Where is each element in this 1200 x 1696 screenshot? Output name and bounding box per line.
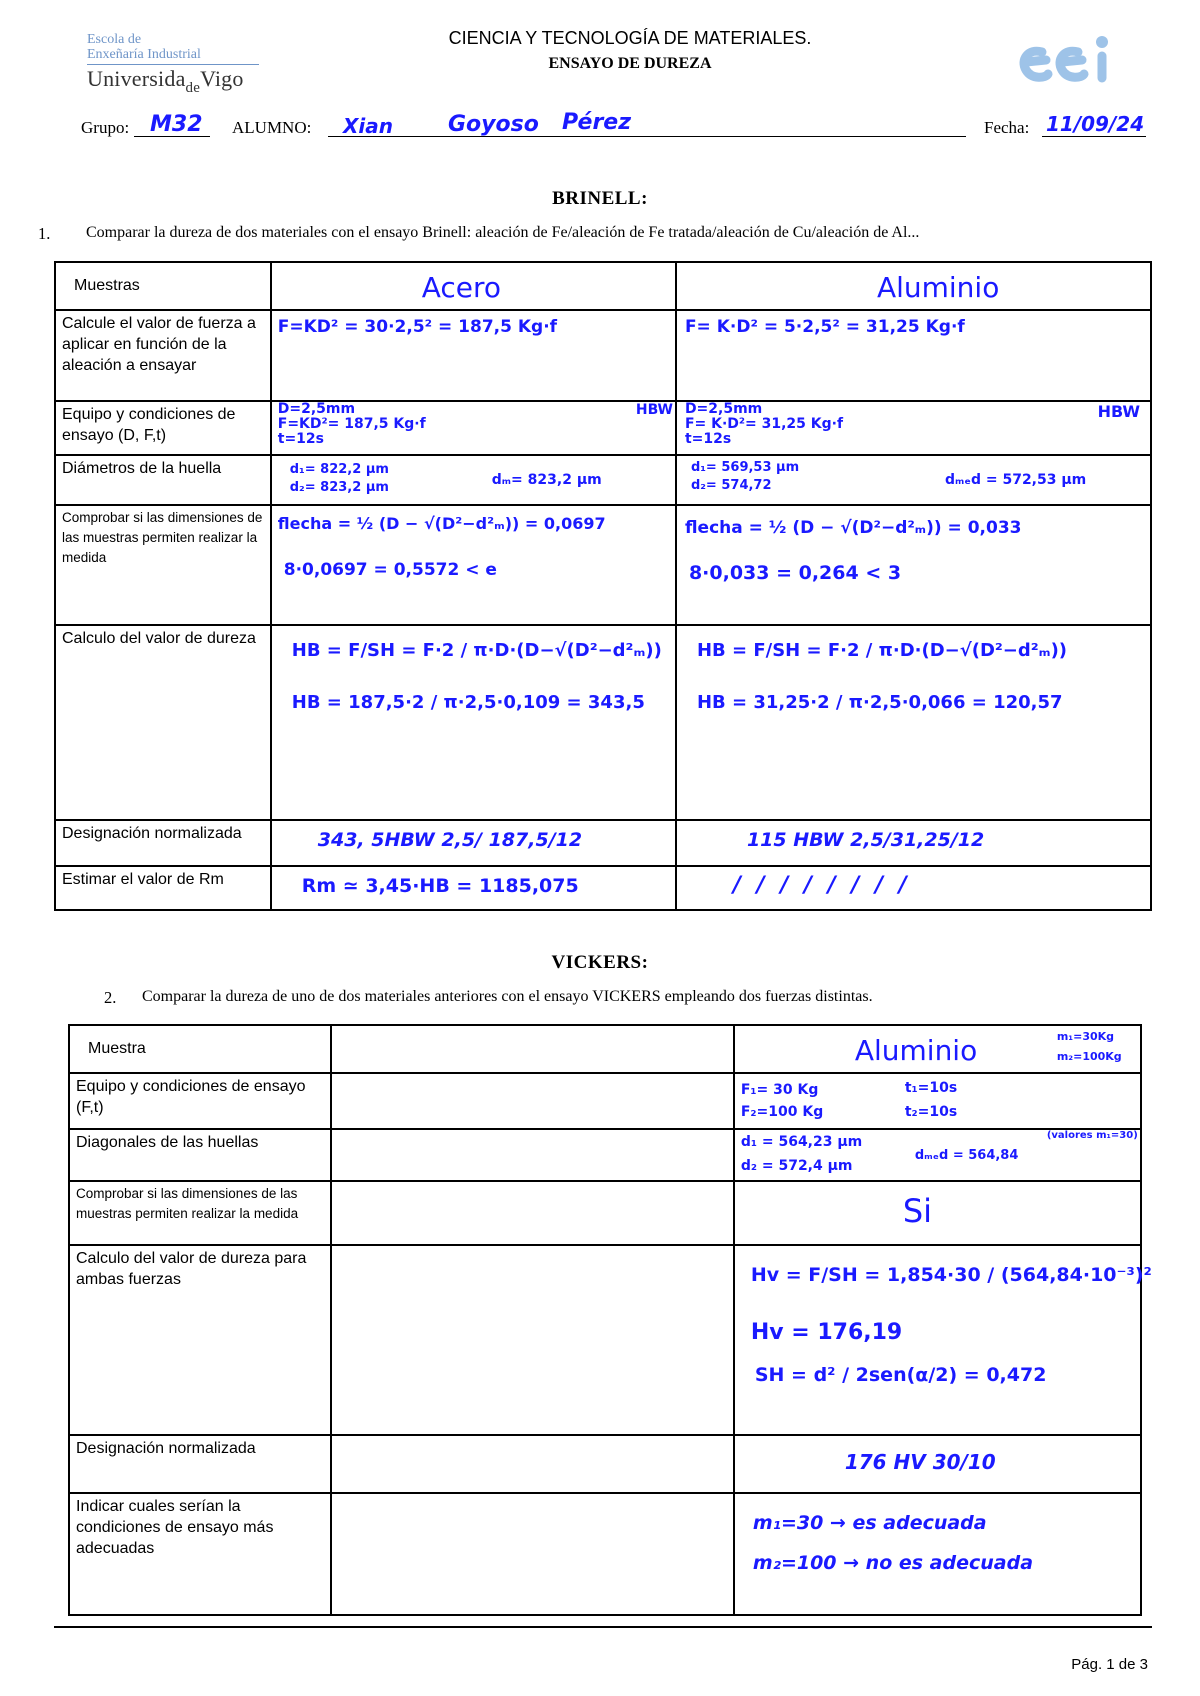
vickers-question: Comparar la dureza de uno de dos materiales anteriores con el ensayo VICKERS empleando dos fuerzas distintas. xyxy=(142,988,873,1005)
table-row xyxy=(55,505,1151,625)
acero-fuerza: F=KD² = 30·2,5² = 187,5 Kg·f xyxy=(277,317,558,337)
acero-flecha: flecha = ½ (D − √(D²−d²ₘ)) = 0,0697 xyxy=(277,514,606,533)
vickers-label-calculo: Calculo del valor de dureza para ambas fuerzas xyxy=(69,1245,331,1435)
acero-comprobar-cell[interactable] xyxy=(271,505,676,625)
vickers-empty-diagonales[interactable] xyxy=(331,1129,734,1181)
fecha-line xyxy=(1042,136,1146,137)
vickers-comprobar-value: Si xyxy=(902,1192,933,1230)
vickers-t1: t₁=10s xyxy=(904,1080,958,1096)
table-row xyxy=(69,1493,1141,1615)
brinell-question-number: 1. xyxy=(38,224,51,243)
logo-school-line1: Escola de xyxy=(87,32,142,47)
page-bottom-rule xyxy=(54,1626,1152,1628)
acero-eq-d: D=2,5mm xyxy=(277,401,356,417)
vickers-aluminio-header[interactable] xyxy=(734,1025,1141,1073)
table-row xyxy=(55,262,1151,310)
acero-equipo-cell[interactable] xyxy=(271,401,676,455)
vickers-t2: t₂=10s xyxy=(904,1104,958,1120)
vickers-dmed: dₘₑd = 564,84 xyxy=(914,1148,1019,1163)
grupo-value[interactable]: M32 xyxy=(150,112,203,137)
alumno-line xyxy=(328,136,966,137)
aluminio-equipo-cell[interactable] xyxy=(676,401,1151,455)
alumno-label: ALUMNO: xyxy=(232,118,312,137)
acero-hb-result: HB = 187,5·2 / π·2,5·0,109 = 343,5 xyxy=(291,692,645,713)
acero-hb-formula: HB = F/SH = F·2 / π·D·(D−√(D²−d²ₘ)) xyxy=(291,640,662,661)
aluminio-rm: / / / / / / / / xyxy=(732,873,911,898)
brinell-label-diametros: Diámetros de la huella xyxy=(55,455,271,505)
vickers-empty-equipo[interactable] xyxy=(331,1073,734,1129)
vickers-empty-comprobar[interactable] xyxy=(331,1181,734,1245)
aluminio-designacion-cell[interactable] xyxy=(676,820,1151,866)
aluminio-flecha: flecha = ½ (D − √(D²−d²ₘ)) = 0,033 xyxy=(684,518,1022,538)
vickers-f2: F₂=100 Kg xyxy=(740,1104,824,1120)
vickers-m1: m₁=30Kg xyxy=(1056,1030,1115,1043)
alumno-first-name[interactable]: Xian xyxy=(343,114,394,138)
vickers-label-diagonales: Diagonales de las huellas xyxy=(69,1129,331,1181)
brinell-label-comprobar: Comprobar si las dimensiones de las muestras permiten realizar la medida xyxy=(55,505,271,625)
table-row xyxy=(69,1435,1141,1493)
acero-designacion: 343, 5HBW 2,5/ 187,5/12 xyxy=(317,829,583,851)
acero-name: Acero xyxy=(421,271,502,304)
table-row xyxy=(69,1181,1141,1245)
vickers-hv-formula: Hv = F/SH = 1,854·30 / (564,84·10⁻³)² xyxy=(750,1264,1152,1286)
aluminio-eq-t: t=12s xyxy=(684,431,732,447)
aluminio-fuerza-cell[interactable] xyxy=(676,310,1151,401)
acero-dmed: dₘ= 823,2 µm xyxy=(491,472,602,488)
grupo-label: Grupo: xyxy=(81,118,130,137)
vickers-label-comprobar: Comprobar si las dimensiones de las muestras permiten realizar la medida xyxy=(69,1181,331,1245)
aluminio-diametros-cell[interactable] xyxy=(676,455,1151,505)
vickers-empty-header[interactable] xyxy=(331,1025,734,1073)
alumno-last-name-1[interactable]: Goyoso xyxy=(448,112,539,137)
vickers-label-equipo: Equipo y condiciones de ensayo (F,t) xyxy=(69,1073,331,1129)
brinell-label-rm: Estimar el valor de Rm xyxy=(55,866,271,910)
brinell-question: Comparar la dureza de dos materiales con el ensayo Brinell: aleación de Fe/aleación de Fe tratada/aleación de Cu/aleación de Al... xyxy=(86,224,920,241)
vickers-equipo-cell[interactable] xyxy=(734,1073,1141,1129)
vickers-label-indicar: Indicar cuales serían la condiciones de ensayo más adecuadas xyxy=(69,1493,331,1615)
table-row xyxy=(55,625,1151,820)
vickers-section-title: VICKERS: xyxy=(551,952,649,973)
aluminio-rm-cell[interactable] xyxy=(676,866,1151,910)
table-row xyxy=(55,866,1151,910)
acero-d1: d₁= 822,2 µm xyxy=(289,462,389,477)
acero-eq-t: t=12s xyxy=(277,431,324,447)
brinell-label-calculo: Calculo del valor de dureza xyxy=(55,625,271,820)
brinell-aluminio-header[interactable] xyxy=(676,262,1151,310)
brinell-acero-header[interactable] xyxy=(271,262,676,310)
vickers-label-designacion: Designación normalizada xyxy=(69,1435,331,1493)
document-subtitle: ENSAYO DE DUREZA xyxy=(548,55,712,72)
brinell-label-muestras: Muestras xyxy=(55,262,271,310)
table-row xyxy=(55,401,1151,455)
acero-calculo-cell[interactable] xyxy=(271,625,676,820)
vickers-indicar-2: m₂=100 → no es adecuada xyxy=(752,1552,1034,1574)
aluminio-hb-formula: HB = F/SH = F·2 / π·D·(D−√(D²−d²ₘ)) xyxy=(696,640,1068,661)
page-number: Pág. 1 de 3 xyxy=(1071,1656,1148,1673)
brinell-section-title: BRINELL: xyxy=(552,188,648,209)
table-row xyxy=(55,455,1151,505)
aluminio-eq-d: D=2,5mm xyxy=(684,401,763,417)
vickers-empty-calculo[interactable] xyxy=(331,1245,734,1435)
vickers-hv-result: Hv = 176,19 xyxy=(750,1320,903,1345)
vickers-valores-note: (valores m₁=30) xyxy=(1046,1130,1138,1141)
alumno-last-name-2[interactable]: Pérez xyxy=(562,110,632,135)
aluminio-eq-tag: HBW xyxy=(1097,402,1140,421)
aluminio-d1: d₁= 569,53 µm xyxy=(690,460,800,475)
aluminio-hb-result: HB = 31,25·2 / π·2,5·0,066 = 120,57 xyxy=(696,692,1063,713)
brinell-label-equipo: Equipo y condiciones de ensayo (D, F,t) xyxy=(55,401,271,455)
acero-eq-f: F=KD²= 187,5 Kg·f xyxy=(277,416,426,432)
vickers-d1: d₁ = 564,23 µm xyxy=(740,1134,863,1150)
vickers-indicar-cell[interactable] xyxy=(734,1493,1141,1615)
acero-eq-tag: HBW xyxy=(635,402,673,418)
aluminio-designacion: 115 HBW 2,5/31,25/12 xyxy=(746,829,985,851)
vickers-m2: m₂=100Kg xyxy=(1056,1050,1122,1063)
table-row xyxy=(55,820,1151,866)
table-row xyxy=(69,1073,1141,1129)
vickers-calculo-cell[interactable] xyxy=(734,1245,1152,1435)
vickers-empty-designacion[interactable] xyxy=(331,1435,734,1493)
acero-fuerza-cell[interactable] xyxy=(271,310,676,401)
vickers-comprobar-cell[interactable] xyxy=(734,1181,1141,1245)
acero-designacion-cell[interactable] xyxy=(271,820,676,866)
table-row xyxy=(55,310,1151,401)
brinell-table xyxy=(54,261,1152,911)
acero-rm: Rm ≃ 3,45·HB = 1185,075 xyxy=(301,875,579,897)
vickers-designacion: 176 HV 30/10 xyxy=(844,1450,996,1474)
vickers-label-muestra: Muestra xyxy=(69,1025,331,1073)
aluminio-comprobar-cell[interactable] xyxy=(676,505,1151,625)
acero-diametros-cell[interactable] xyxy=(271,455,676,505)
fecha-value[interactable]: 11/09/24 xyxy=(1046,112,1145,136)
vickers-diagonales-cell[interactable] xyxy=(734,1129,1141,1181)
table-row xyxy=(69,1129,1141,1181)
aluminio-dmed: dₘₑd = 572,53 µm xyxy=(944,472,1087,488)
aluminio-check: 8·0,033 = 0,264 < 3 xyxy=(688,562,902,584)
aluminio-fuerza: F= K·D² = 5·2,5² = 31,25 Kg·f xyxy=(684,317,965,337)
vickers-f1: F₁= 30 Kg xyxy=(740,1082,819,1098)
brinell-label-fuerza: Calcule el valor de fuerza a aplicar en función de la aleación a ensayar xyxy=(55,310,271,401)
table-row xyxy=(69,1025,1141,1073)
vickers-sh: SH = d² / 2sen(α/2) = 0,472 xyxy=(754,1364,1047,1386)
vickers-designacion-cell[interactable] xyxy=(734,1435,1141,1493)
vickers-question-number: 2. xyxy=(104,988,117,1007)
acero-rm-cell[interactable] xyxy=(271,866,676,910)
document-title: CIENCIA Y TECNOLOGÍA DE MATERIALES. xyxy=(448,28,812,48)
logo-school-line2: Enxeñaría Industrial xyxy=(87,47,201,62)
brinell-label-designacion: Designación normalizada xyxy=(55,820,271,866)
table-row xyxy=(69,1245,1141,1435)
aluminio-d2: d₂= 574,72 xyxy=(690,478,772,493)
vickers-empty-indicar[interactable] xyxy=(331,1493,734,1615)
aluminio-calculo-cell[interactable] xyxy=(676,625,1151,820)
acero-check: 8·0,0697 = 0,5572 < e xyxy=(283,560,497,580)
aluminio-name: Aluminio xyxy=(876,271,1000,304)
vickers-table xyxy=(68,1024,1152,1616)
fecha-label: Fecha: xyxy=(984,118,1030,137)
aluminio-eq-f: F= K·D²= 31,25 Kg·f xyxy=(684,416,844,432)
logo-university-name: Universida$_{de}$Vigo xyxy=(87,66,244,96)
vickers-aluminio-name: Aluminio xyxy=(854,1034,978,1067)
vickers-d2: d₂ = 572,4 µm xyxy=(740,1158,853,1174)
acero-d2: d₂= 823,2 µm xyxy=(289,480,389,495)
vickers-indicar-1: m₁=30 → es adecuada xyxy=(752,1512,987,1534)
